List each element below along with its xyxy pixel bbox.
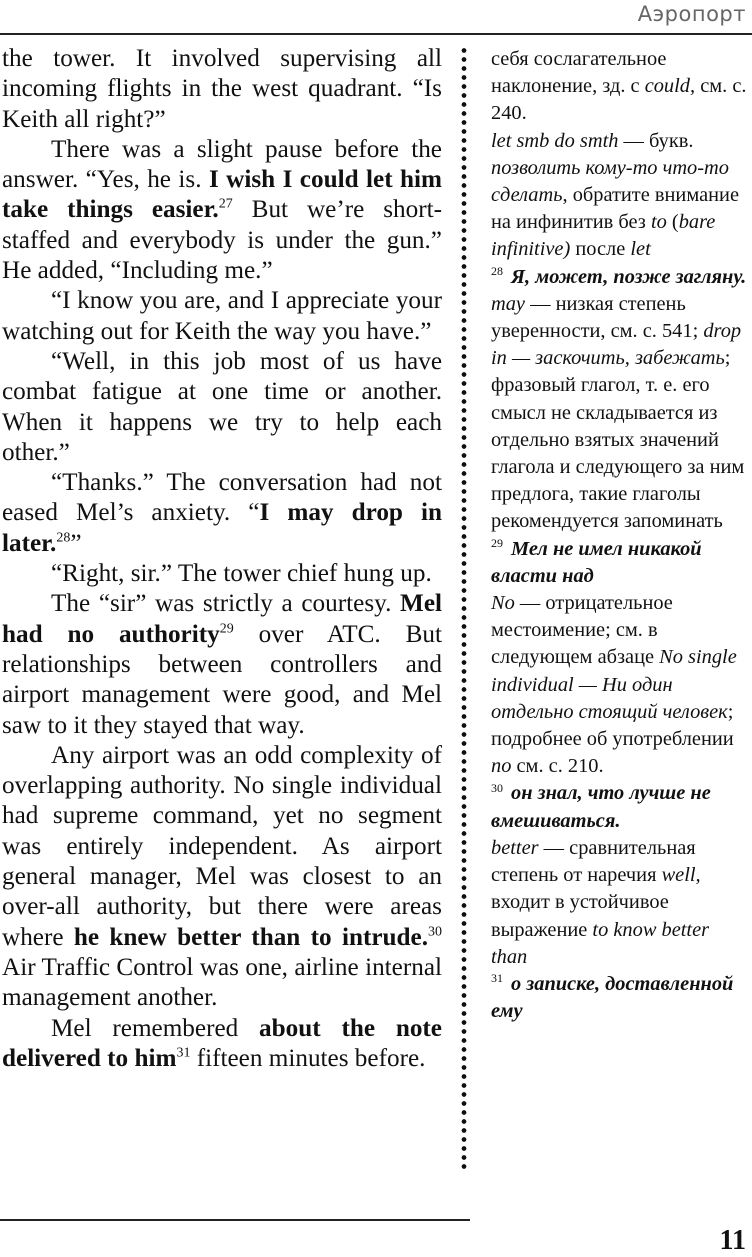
footnote-ref: 30 bbox=[428, 924, 443, 940]
text-run: “Right, sir.” The tower chief hung up. bbox=[51, 560, 432, 588]
paragraph-1 bbox=[2, 44, 442, 135]
footnote-ref: 31 bbox=[176, 1045, 191, 1061]
note-italic: to bbox=[650, 211, 667, 234]
highlighted-phrase: about the note delivered to him bbox=[2, 1014, 442, 1072]
note-text: себя сослагательное наклонение, зд. с bbox=[491, 48, 667, 98]
paragraph-3 bbox=[2, 286, 442, 347]
text-run: There was a slight pause before the answer. “Yes, he is. bbox=[2, 135, 442, 194]
paragraph-2 bbox=[2, 135, 442, 286]
footnote-translation: он знал, что лучше не вмешиваться. bbox=[491, 782, 711, 832]
note-text: см. с. 210. bbox=[511, 755, 604, 778]
running-header-title: Аэропорт bbox=[637, 2, 746, 26]
note-italic: better bbox=[491, 836, 539, 859]
note-italic: No bbox=[491, 592, 515, 615]
note-italic: well, bbox=[661, 864, 701, 887]
highlighted-phrase: he knew better than to intrude. bbox=[73, 923, 429, 951]
note-let-smb bbox=[491, 128, 749, 264]
note-italic: bare infinitive) bbox=[491, 211, 716, 261]
text-run: the tower. It involved supervising all incoming flights in the west quadrant. “Is Keith all right?” bbox=[2, 45, 442, 133]
note-text: ; подробнее об употреблении bbox=[491, 700, 734, 751]
footer-rule bbox=[0, 1219, 470, 1221]
notes-column bbox=[491, 46, 749, 1025]
paragraph-6 bbox=[2, 559, 442, 589]
note-text: см. с. 240. bbox=[491, 75, 747, 125]
footnote-ref: 29 bbox=[219, 621, 234, 637]
text-run: Mel remembered bbox=[51, 1014, 260, 1042]
note-italic: let bbox=[630, 238, 651, 261]
note-text: — отрицательное местоимение; см. в следующем абзаце bbox=[491, 592, 673, 669]
footnote-ref: 28 bbox=[56, 530, 71, 546]
footnote-28-heading bbox=[491, 264, 749, 291]
footnote-translation: о записке, доставленной ему bbox=[491, 972, 734, 1023]
note-italic: let smb do smth bbox=[491, 129, 619, 152]
footnote-number: 31 bbox=[491, 971, 503, 986]
paragraph-7 bbox=[2, 589, 442, 740]
text-run: ” bbox=[70, 529, 82, 557]
note-text: ( bbox=[666, 211, 679, 234]
footnote-number: 30 bbox=[491, 780, 503, 795]
text-run: “I know you are, and I appreciate your watching out for Keith the way you have.” bbox=[2, 287, 442, 345]
note-italic: could, bbox=[644, 75, 696, 98]
text-run: Air Traffic Control was one, airline internal management another. bbox=[2, 953, 442, 1012]
note-text: — низкая степень уверенности, см. с. 541; bbox=[491, 292, 704, 343]
text-run: over ATC. But relationships between controllers and airport management were good, and Mel saw to it they stayed that way. bbox=[2, 620, 442, 739]
header-rule bbox=[0, 33, 752, 35]
main-text-column bbox=[2, 44, 442, 1074]
note-text: — букв. bbox=[618, 129, 694, 152]
footnote-translation: Я, может, позже загляну. bbox=[511, 265, 747, 288]
footnote-number: 29 bbox=[491, 535, 503, 550]
footnote-number: 28 bbox=[491, 263, 503, 278]
running-header bbox=[0, 0, 752, 34]
paragraph-9 bbox=[2, 1014, 442, 1075]
text-run: fifteen minutes before. bbox=[190, 1044, 426, 1072]
page-number: 11 bbox=[719, 1225, 746, 1256]
note-text: после bbox=[570, 238, 631, 261]
text-run: “Thanks.” The conversation had not eased Mel’s anxiety. “ bbox=[2, 469, 442, 527]
note-text: , обратите внимание на инфинитив без bbox=[491, 184, 740, 234]
paragraph-8 bbox=[2, 741, 442, 1014]
highlighted-phrase: I may drop in later. bbox=[2, 499, 442, 557]
paragraph-5 bbox=[2, 468, 442, 559]
note-italic: No single individual — Ни один отдельно стоящий человек bbox=[491, 646, 737, 723]
footnote-28-body bbox=[491, 291, 749, 536]
note-text: входит в устойчивое выражение bbox=[491, 891, 669, 941]
paragraph-4 bbox=[2, 347, 442, 468]
footnote-31-heading bbox=[491, 971, 749, 1025]
note-italic: may bbox=[491, 292, 525, 315]
note-italic: drop in — заскочить, забежать bbox=[491, 320, 742, 370]
note-italic: no bbox=[491, 755, 512, 778]
text-run: But we’re short-staffed and everybody is under the gun.” He added, “Including me.” bbox=[2, 196, 442, 285]
note-text: — сравнительная степень от наречия bbox=[491, 836, 696, 887]
footnote-ref: 27 bbox=[218, 197, 233, 213]
text-run: The “sir” was strictly a courtesy. bbox=[51, 590, 401, 618]
note-italic: to know better than bbox=[491, 918, 710, 968]
footnote-29-heading bbox=[491, 536, 749, 590]
text-run: “Well, in this job most of us have combat fatigue at one time or another. When it happens we try to help each other.” bbox=[2, 347, 442, 466]
footnote-29-body bbox=[491, 590, 749, 780]
note-continued bbox=[491, 46, 749, 128]
highlighted-phrase: Mel had no authority bbox=[2, 590, 442, 648]
highlighted-phrase: I wish I could let him take things easier. bbox=[2, 166, 442, 224]
text-run: Any airport was an odd complexity of overlapping authority. No single individual had supreme command, yet no segment was entirely independent. As airport general manager, Mel was closest to an over-all authority, but there were areas where bbox=[2, 741, 442, 951]
dotted-column-divider bbox=[461, 46, 467, 1172]
note-text: ; фразовый глагол, т. е. его смысл не складывается из отдельно взятых значений глагола и следующего за ним предлога, такие глаголы рекомендуется запоминать bbox=[491, 347, 745, 533]
footnote-30-body bbox=[491, 835, 749, 971]
footnote-30-heading bbox=[491, 780, 749, 834]
footnote-translation: Мел не имел никакой власти над bbox=[491, 537, 702, 587]
note-italic: позволить кому-то что-то сделать bbox=[491, 156, 729, 207]
